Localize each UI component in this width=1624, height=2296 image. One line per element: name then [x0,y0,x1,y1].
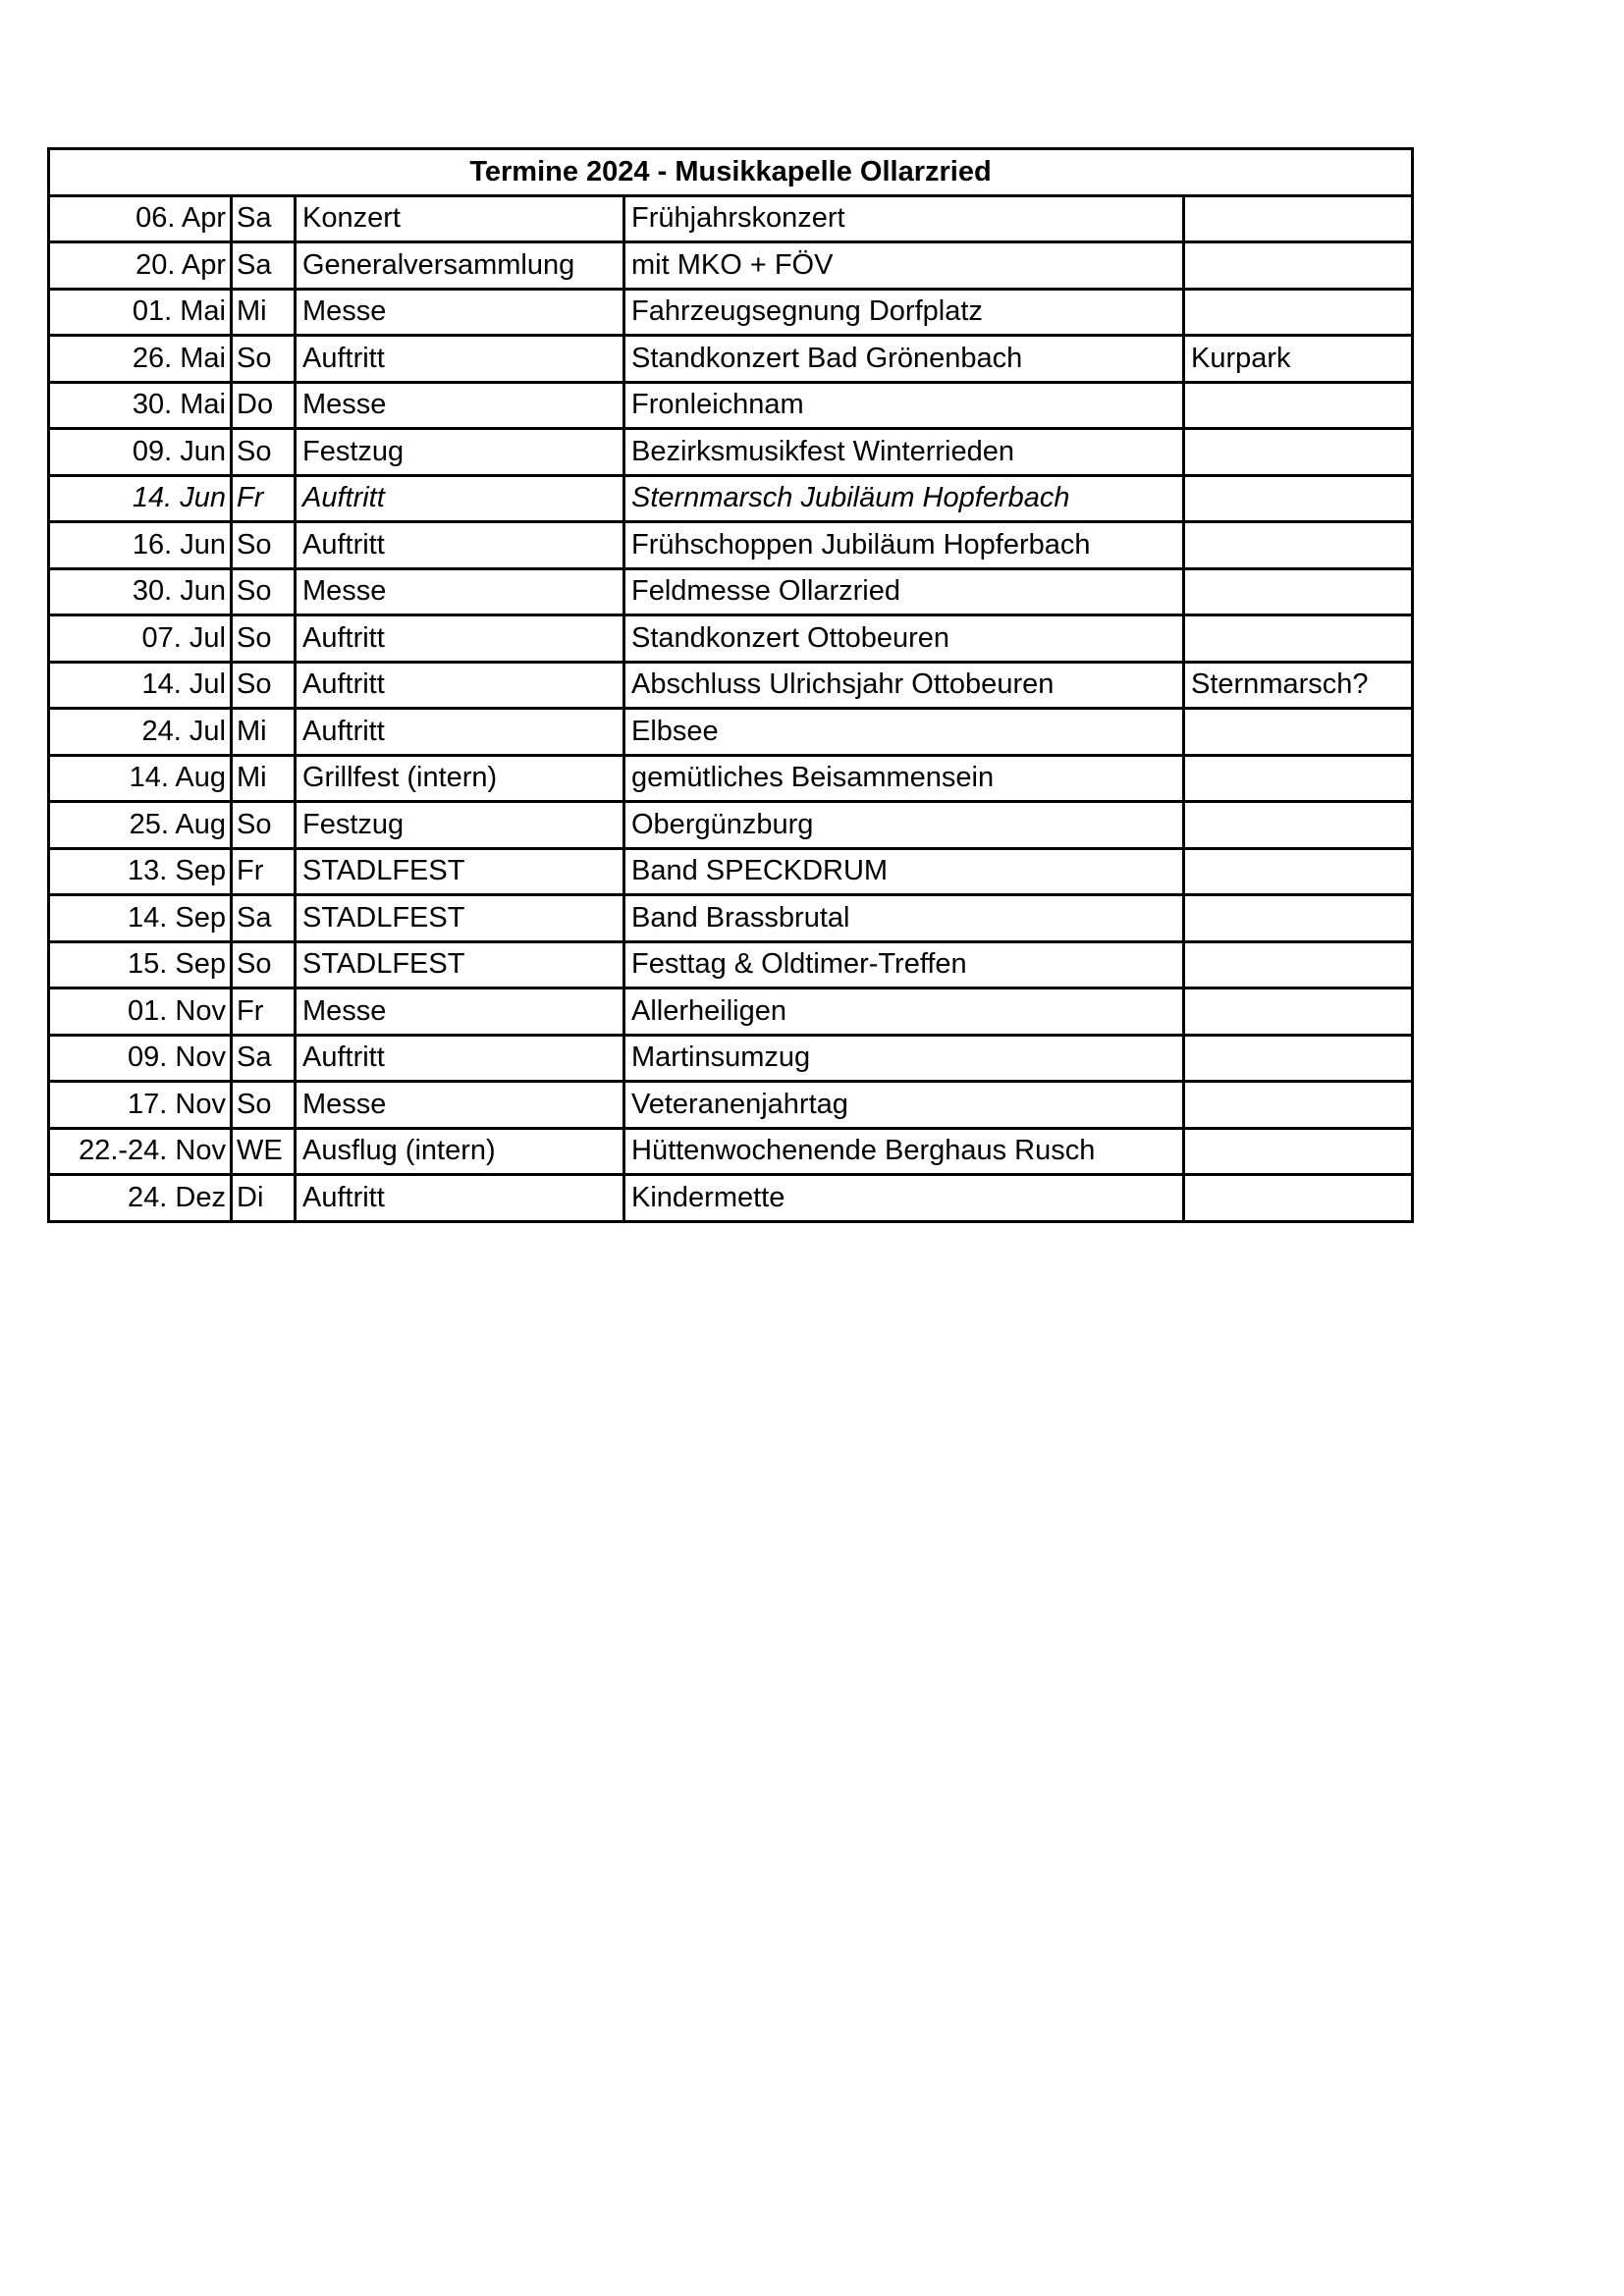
table-row [49,1128,1413,1175]
schedule-table [47,147,1414,1223]
event-date: 22.-24. Nov [49,1128,232,1175]
event-description: Elbsee [624,709,1184,756]
table-row [49,382,1413,429]
event-note [1184,475,1413,522]
event-description: Veteranenjahrtag [624,1082,1184,1129]
event-weekday: Mi [232,709,296,756]
event-weekday: Fr [232,475,296,522]
event-note [1184,1128,1413,1175]
event-note [1184,382,1413,429]
event-description: gemütliches Beisammensein [624,755,1184,802]
event-note: Kurpark [1184,336,1413,383]
table-row [49,709,1413,756]
event-weekday: Fr [232,848,296,895]
event-note [1184,1035,1413,1082]
event-weekday: Mi [232,289,296,336]
event-description: Kindermette [624,1175,1184,1222]
table-row [49,1082,1413,1129]
event-weekday: Sa [232,895,296,942]
event-note [1184,988,1413,1036]
event-note: Sternmarsch? [1184,662,1413,709]
event-weekday: WE [232,1128,296,1175]
event-type: Grillfest (intern) [296,755,624,802]
event-weekday: So [232,568,296,615]
event-type: Messe [296,988,624,1036]
event-type: Auftritt [296,615,624,663]
event-weekday: Mi [232,755,296,802]
event-weekday: Sa [232,1035,296,1082]
event-type: Auftritt [296,662,624,709]
table-row [49,848,1413,895]
table-row [49,522,1413,569]
event-date: 14. Jun [49,475,232,522]
table-row [49,568,1413,615]
event-type: Ausflug (intern) [296,1128,624,1175]
event-date: 14. Aug [49,755,232,802]
table-row [49,336,1413,383]
event-description: Abschluss Ulrichsjahr Ottobeuren [624,662,1184,709]
event-date: 24. Dez [49,1175,232,1222]
table-row [49,988,1413,1036]
event-weekday: So [232,941,296,988]
event-type: Festzug [296,802,624,849]
event-weekday: So [232,1082,296,1129]
event-description: Feldmesse Ollarzried [624,568,1184,615]
event-date: 25. Aug [49,802,232,849]
event-date: 17. Nov [49,1082,232,1129]
event-type: Generalversammlung [296,242,624,290]
event-type: Auftritt [296,475,624,522]
event-note [1184,195,1413,242]
table-row [49,242,1413,290]
event-type: STADLFEST [296,895,624,942]
table-row [49,1035,1413,1082]
table-row [49,662,1413,709]
event-description: Frühjahrskonzert [624,195,1184,242]
event-weekday: Sa [232,195,296,242]
event-type: Messe [296,382,624,429]
event-type: Konzert [296,195,624,242]
table-title: Termine 2024 - Musikkapelle Ollarzried [49,149,1413,196]
event-type: Auftritt [296,1175,624,1222]
event-date: 07. Jul [49,615,232,663]
event-date: 30. Jun [49,568,232,615]
event-description: Standkonzert Ottobeuren [624,615,1184,663]
event-date: 15. Sep [49,941,232,988]
event-weekday: So [232,615,296,663]
table-row [49,289,1413,336]
event-weekday: So [232,522,296,569]
event-note [1184,1082,1413,1129]
event-note [1184,522,1413,569]
event-weekday: Sa [232,242,296,290]
event-note [1184,615,1413,663]
event-note [1184,429,1413,476]
event-description: Hüttenwochenende Berghaus Rusch [624,1128,1184,1175]
event-note [1184,709,1413,756]
event-note [1184,848,1413,895]
event-date: 16. Jun [49,522,232,569]
table-row [49,615,1413,663]
event-description: Bezirksmusikfest Winterrieden [624,429,1184,476]
event-description: Allerheiligen [624,988,1184,1036]
table-row [49,429,1413,476]
event-type: Auftritt [296,522,624,569]
event-description: Fahrzeugsegnung Dorfplatz [624,289,1184,336]
event-description: Standkonzert Bad Grönenbach [624,336,1184,383]
event-date: 20. Apr [49,242,232,290]
event-type: Messe [296,1082,624,1129]
event-weekday: Di [232,1175,296,1222]
event-date: 09. Jun [49,429,232,476]
event-weekday: So [232,429,296,476]
event-description: mit MKO + FÖV [624,242,1184,290]
event-date: 14. Sep [49,895,232,942]
event-note [1184,568,1413,615]
event-type: Auftritt [296,709,624,756]
event-note [1184,1175,1413,1222]
table-row [49,195,1413,242]
event-weekday: So [232,662,296,709]
table-row [49,941,1413,988]
event-date: 01. Nov [49,988,232,1036]
table-row [49,1175,1413,1222]
event-description: Martinsumzug [624,1035,1184,1082]
event-type: Messe [296,568,624,615]
event-note [1184,895,1413,942]
event-type: Messe [296,289,624,336]
event-note [1184,755,1413,802]
event-note [1184,242,1413,290]
event-date: 01. Mai [49,289,232,336]
event-type: Auftritt [296,336,624,383]
event-description: Band Brassbrutal [624,895,1184,942]
table-row [49,475,1413,522]
event-weekday: Fr [232,988,296,1036]
event-date: 24. Jul [49,709,232,756]
event-weekday: So [232,802,296,849]
event-description: Fronleichnam [624,382,1184,429]
event-type: Festzug [296,429,624,476]
event-type: STADLFEST [296,941,624,988]
event-date: 14. Jul [49,662,232,709]
event-type: STADLFEST [296,848,624,895]
event-weekday: So [232,336,296,383]
event-date: 06. Apr [49,195,232,242]
event-description: Frühschoppen Jubiläum Hopferbach [624,522,1184,569]
event-date: 26. Mai [49,336,232,383]
event-description: Sternmarsch Jubiläum Hopferbach [624,475,1184,522]
event-description: Obergünzburg [624,802,1184,849]
schedule-body [49,195,1413,1221]
event-note [1184,289,1413,336]
table-row [49,895,1413,942]
event-type: Auftritt [296,1035,624,1082]
event-weekday: Do [232,382,296,429]
table-row [49,802,1413,849]
event-note [1184,802,1413,849]
title-row [49,149,1413,196]
event-date: 09. Nov [49,1035,232,1082]
table-row [49,755,1413,802]
event-note [1184,941,1413,988]
event-date: 30. Mai [49,382,232,429]
event-description: Festtag & Oldtimer-Treffen [624,941,1184,988]
event-description: Band SPECKDRUM [624,848,1184,895]
event-date: 13. Sep [49,848,232,895]
